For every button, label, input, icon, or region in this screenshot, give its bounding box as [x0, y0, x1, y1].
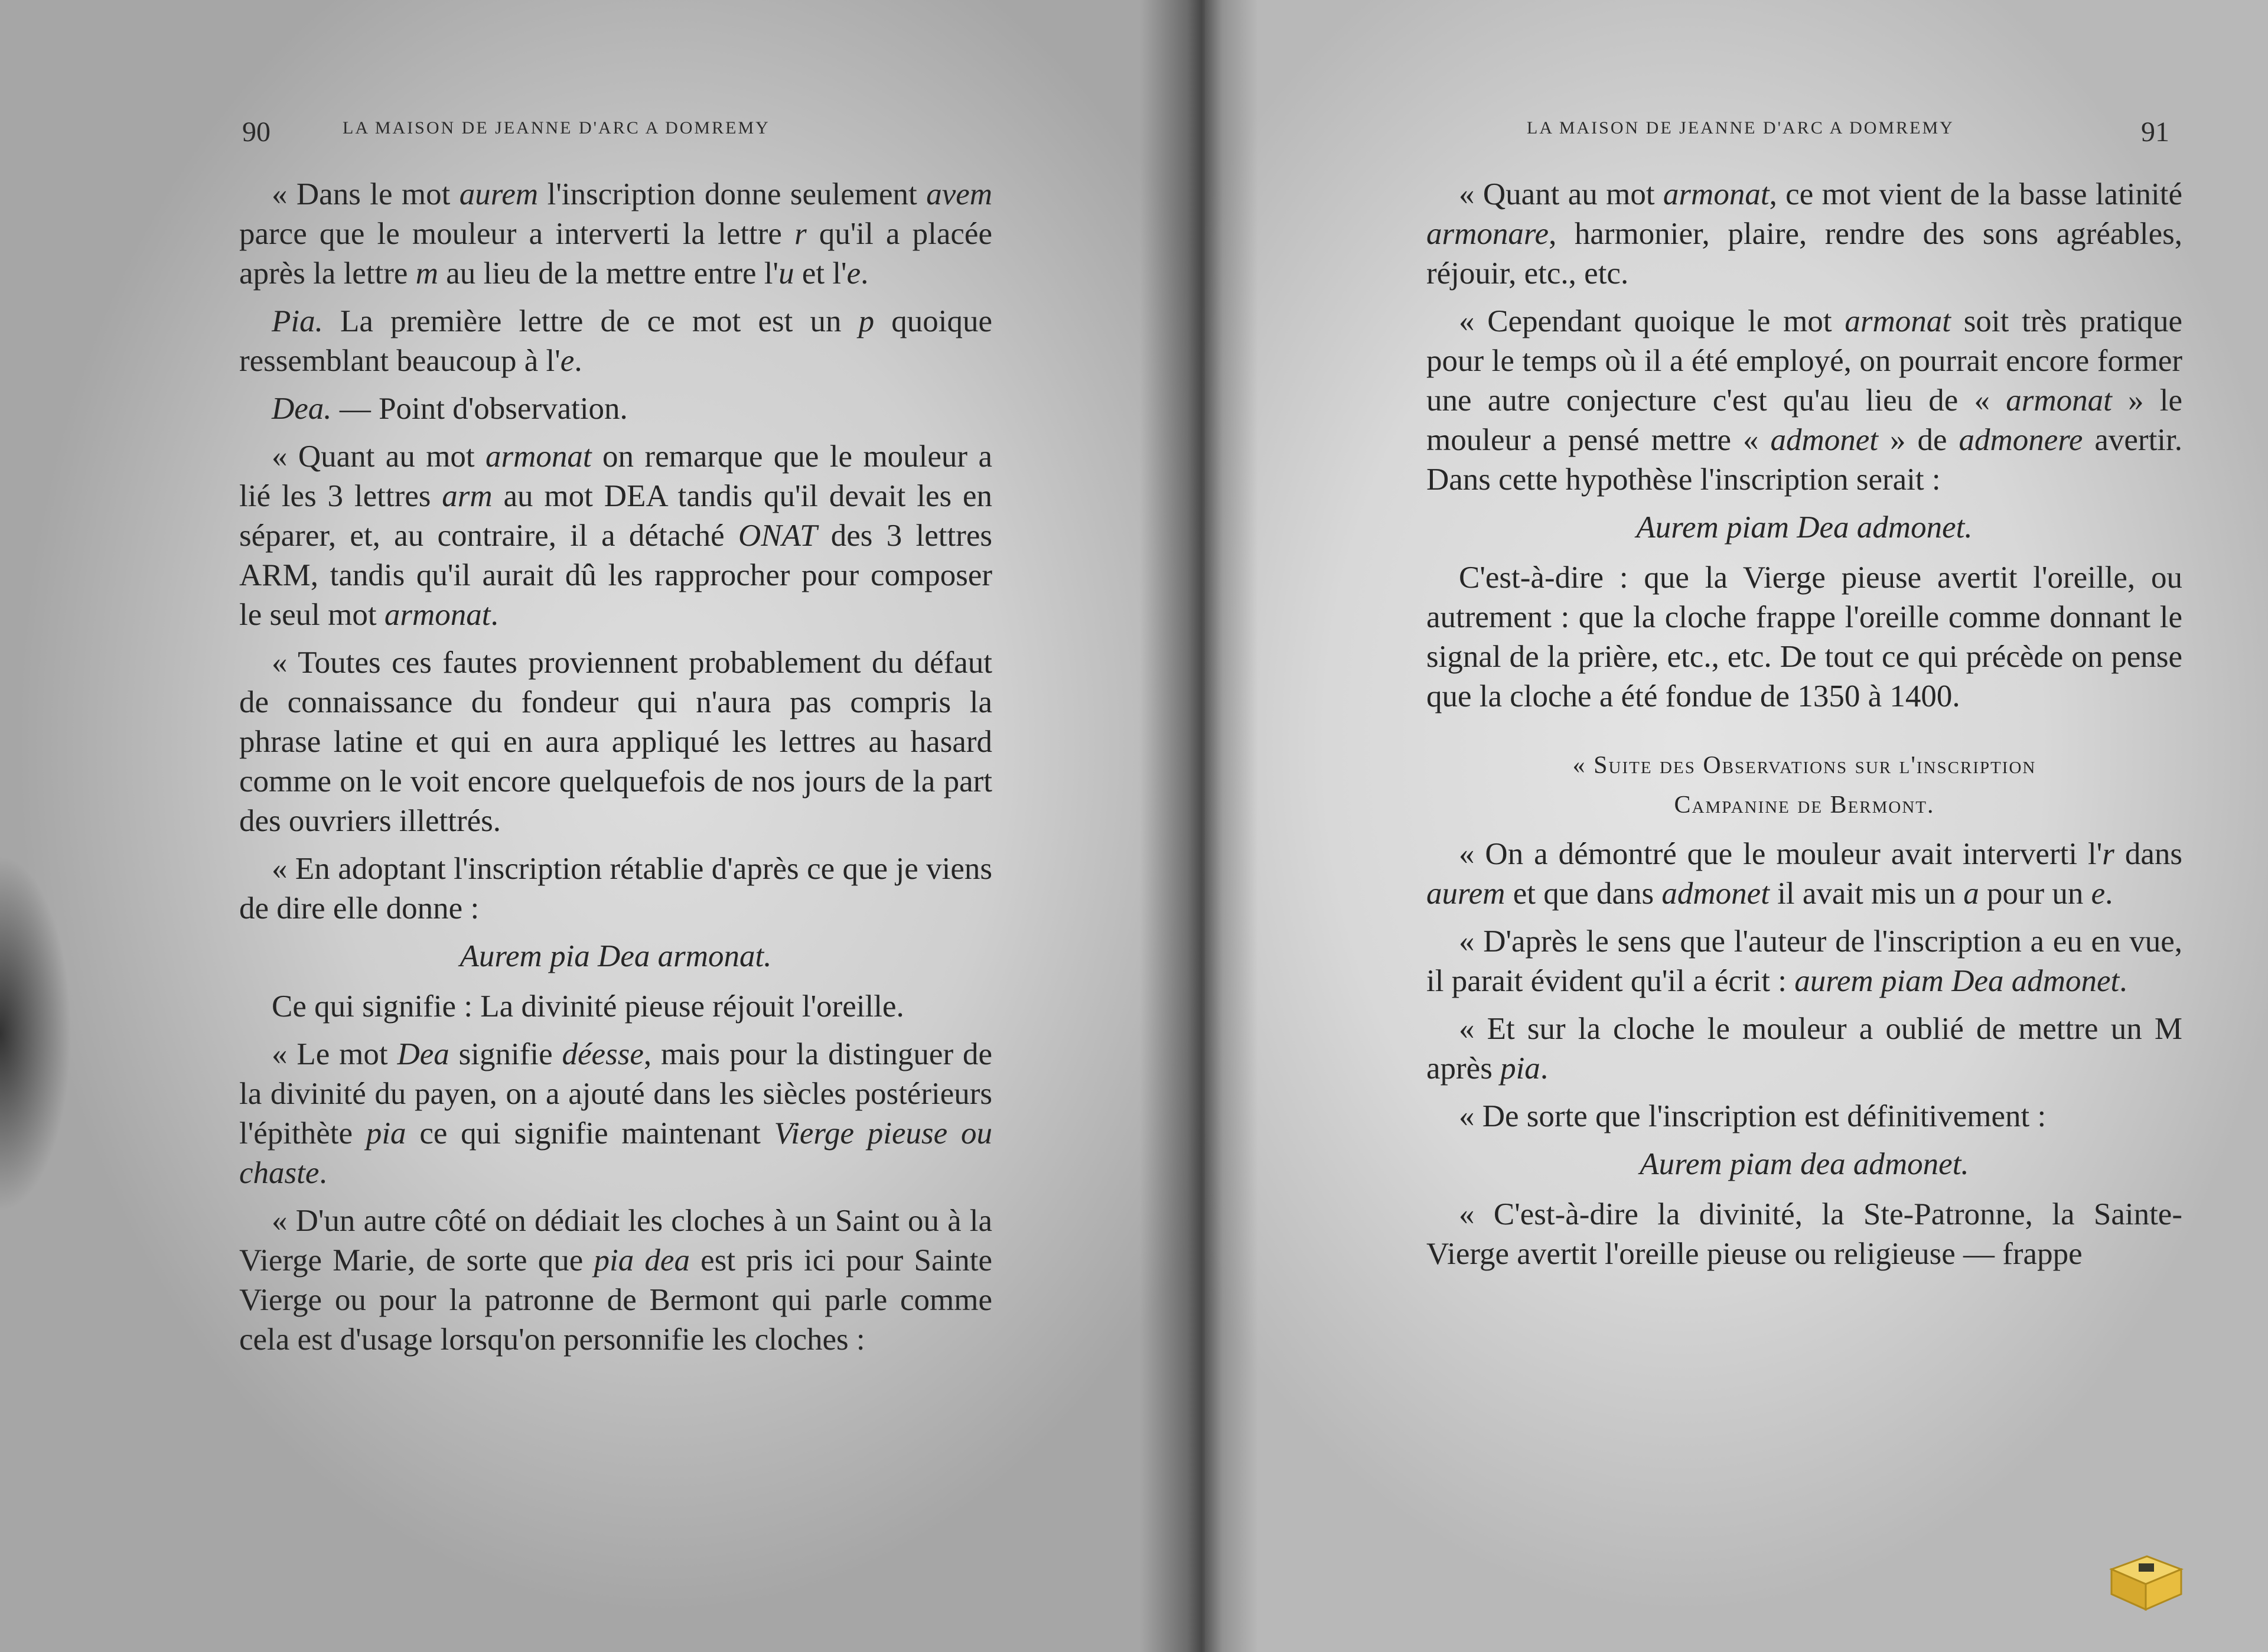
italic-text: e [2091, 876, 2106, 911]
section-heading [1426, 746, 2182, 786]
text-run: soit très pratique pour le temps où il a été employé, on pourrait encore former une autre conjecture c'est qu'au lieu de « [1426, 304, 2182, 418]
text-run: C'est-à-dire : que la Vierge pieuse avertit l'oreille, ou autrement : que la cloche frappe l'oreille comme donnant le signal de la prière, etc., etc. De tout ce qui précède on pense que la cloche a été fondue de 1350 à 1400. [1426, 561, 2182, 713]
section-heading [1426, 786, 2182, 825]
italic-text: armonat [485, 439, 592, 474]
text-run: quoique ressemblant beaucoup à l' [239, 304, 992, 378]
italic-text: pia [366, 1116, 406, 1151]
paragraph [1426, 922, 2182, 1001]
text-run: Campanine de Bermont. [1674, 791, 1935, 819]
paragraph [239, 302, 992, 381]
italic-text: armonat [384, 598, 491, 632]
running-head-left: LA MAISON DE JEANNE D'ARC A DOMREMY [343, 118, 770, 138]
italic-text: Aurem piam Dea admonet. [1636, 510, 1973, 545]
paragraph [1426, 1009, 2182, 1089]
text-run: est pris ici pour Sainte Vierge ou pour la patronne de Bermont qui parle comme cela est d'usage lorsqu'on personnifie les cloches : [239, 1243, 992, 1357]
running-head-right: LA MAISON DE JEANNE D'ARC A DOMREMY [1527, 118, 1954, 138]
italic-text: ONAT [738, 519, 817, 553]
italic-text: Pia. [272, 304, 323, 338]
text-run: . [319, 1156, 327, 1190]
italic-text: arm [442, 479, 493, 513]
text-run: l'inscription donne seulement [538, 177, 927, 211]
italic-text: avem [926, 177, 993, 211]
right-text-column [1426, 175, 2182, 1282]
italic-text: admonet [1661, 876, 1770, 911]
cube-logo-icon [2106, 1552, 2185, 1614]
text-run: « Le mot [272, 1037, 397, 1071]
paragraph [239, 437, 992, 635]
paragraph [239, 389, 992, 429]
scan-shadow [0, 856, 94, 1211]
text-run: « D'un autre côté on dédiait les cloches à un Saint ou à la Vierge Marie, de sorte que [239, 1204, 992, 1278]
italic-text: aurem [459, 177, 539, 211]
paragraph [1426, 1097, 2182, 1136]
text-run: « En adoptant l'inscription rétablie d'après ce que je viens de dire elle donne : [239, 852, 992, 926]
italic-text: armonat [1845, 304, 1951, 338]
paragraph [1426, 175, 2182, 294]
italic-text: aurem piam Dea admonet [1794, 964, 2120, 998]
text-run: « Et sur la cloche le mouleur a oublié de mettre un M après [1426, 1012, 2182, 1086]
inscription-formula [239, 937, 992, 976]
text-run: , ce mot vient de la basse latinité [1769, 177, 2183, 211]
text-run: . [2119, 964, 2127, 998]
inscription-formula [1426, 1145, 2182, 1184]
text-run: « Suite des Observations sur l'inscription [1572, 752, 2036, 779]
text-run: . [490, 598, 498, 632]
text-run: La première lettre de ce mot est un [322, 304, 859, 338]
italic-text: armonat [2006, 383, 2112, 418]
italic-text: e [560, 344, 575, 378]
italic-text: r [2102, 837, 2114, 871]
text-run: ce qui signifie maintenant [406, 1116, 774, 1151]
italic-text: u [778, 256, 794, 291]
italic-text: e [846, 256, 861, 291]
text-run: . [574, 344, 582, 378]
text-run: dans [2114, 837, 2182, 871]
paragraph [239, 175, 992, 294]
text-run: . [861, 256, 869, 291]
text-run: parce que le mouleur a interverti la lettre [239, 217, 795, 251]
text-run: « De sorte que l'inscription est définitivement : [1459, 1099, 2047, 1133]
italic-text: aurem [1426, 876, 1506, 911]
inscription-formula [1426, 508, 2182, 548]
paragraph [239, 1035, 992, 1193]
text-run: au mot DEA tandis qu'il devait les en séparer, et, au contraire, il a détaché [239, 479, 992, 553]
text-run: » de [1878, 423, 1959, 457]
text-run: « Dans le mot [272, 177, 460, 211]
italic-text: m [415, 256, 438, 291]
text-run: . [2105, 876, 2113, 911]
text-run: des 3 lettres ARM, tandis qu'il aurait dû les rapprocher pour composer le seul mot [239, 519, 992, 632]
text-run: — Point d'observation. [331, 392, 628, 426]
text-run: et l' [794, 256, 847, 291]
italic-text: déesse [562, 1037, 644, 1071]
italic-text: admonet [1770, 423, 1879, 457]
text-run: , mais pour la distinguer de la divinité du payen, on a ajouté dans les siècles postérieurs l'épithète [239, 1037, 992, 1151]
paragraph [239, 849, 992, 928]
text-run: . [1540, 1051, 1549, 1086]
italic-text: armonat [1663, 177, 1770, 211]
text-run: « D'après le sens que l'auteur de l'inscription a eu en vue, il parait évident qu'il a écrit : [1426, 924, 2182, 998]
italic-text: pia dea [594, 1243, 690, 1278]
page-number-left: 90 [242, 116, 271, 148]
text-run: et que dans [1505, 876, 1662, 911]
text-run: pour un [1979, 876, 2091, 911]
text-run: avertir. Dans cette hypothèse l'inscription serait : [1426, 423, 2183, 497]
italic-text: Dea. [272, 392, 332, 426]
italic-text: Dea [397, 1037, 449, 1071]
left-text-column [239, 175, 992, 1368]
italic-text: Aurem pia Dea armonat. [460, 939, 772, 973]
text-run: Ce qui signifie : La divinité pieuse réjouit l'oreille. [272, 989, 904, 1024]
text-run: au lieu de la mettre entre l' [438, 256, 779, 291]
text-run: il avait mis un [1769, 876, 1964, 911]
paragraph [239, 1201, 992, 1360]
text-run: « On a démontré que le mouleur avait interverti l' [1459, 837, 2103, 871]
text-run: « Quant au mot [272, 439, 486, 474]
text-run: » le mouleur a pensé mettre « [1426, 383, 2182, 457]
paragraph [1426, 1195, 2182, 1274]
paragraph [1426, 302, 2182, 500]
text-run: « Cependant quoique le mot [1459, 304, 1845, 338]
text-run: « Toutes ces fautes proviennent probablement du défaut de connaissance du fondeur qui n'aura pas compris la phrase latine et qui en aura appliqué les lettres au hasard comme on le voit encore quelquefois de nos jours de la part des ouvriers illettrés. [239, 646, 992, 838]
right-page [1205, 0, 2268, 1652]
italic-text: Vierge pieuse ou chaste [239, 1116, 992, 1190]
italic-text: pia [1500, 1051, 1540, 1086]
paragraph [239, 643, 992, 841]
paragraph [239, 987, 992, 1027]
italic-text: armonare [1426, 217, 1549, 251]
paragraph [1426, 835, 2182, 914]
italic-text: Aurem piam dea admonet. [1640, 1147, 1969, 1181]
page-number-right: 91 [2141, 116, 2169, 148]
paragraph [1426, 558, 2182, 716]
italic-text: a [1963, 876, 1979, 911]
text-run: qu'il a placée après la lettre [239, 217, 992, 291]
text-run: « Quant au mot [1459, 177, 1663, 211]
text-run: « C'est-à-dire la divinité, la Ste-Patronne, la Sainte-Vierge avertit l'oreille pieuse ou religieuse — frappe [1426, 1197, 2182, 1271]
italic-text: admonere [1959, 423, 2083, 457]
text-run: , harmonier, plaire, rendre des sons agréables, réjouir, etc., etc. [1426, 217, 2182, 291]
text-run: signifie [449, 1037, 562, 1071]
text-run: on remarque que le mouleur a lié les 3 lettres [239, 439, 992, 513]
italic-text: p [858, 304, 875, 338]
italic-text: r [794, 217, 807, 251]
